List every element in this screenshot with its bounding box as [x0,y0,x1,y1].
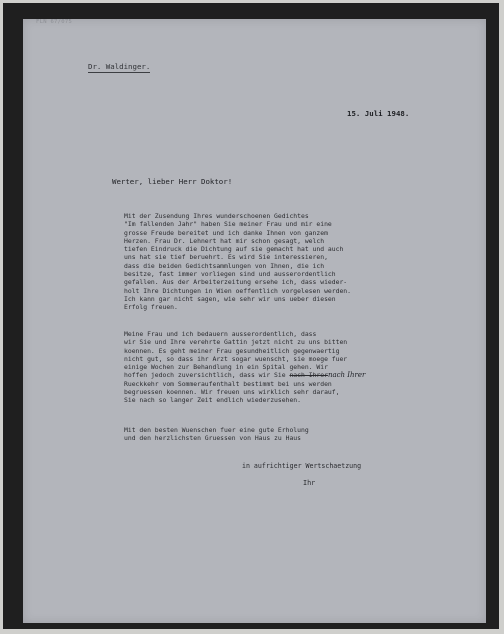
letter-page [23,19,486,623]
recipient-line: Dr. Waldinger. [88,62,151,71]
paragraph-2 [124,330,365,405]
struck-text: nach Ihrer [289,371,328,380]
closing-phrase: in aufrichtiger Wertschaetzung [242,462,362,470]
signoff: Ihr [303,479,316,487]
archive-mark: FLN 67/075 [36,19,73,25]
paragraph-1: Mit der Zusendung Ihres wunderschoenen Gedichtes "Im fallenden Jahr" haben Sie meiner Frau und mir eine grosse Freude bereitet und ich danke Ihnen von ganzem Herzen. Frau Dr. Lehnert hat mir schon gesagt, welch tiefen Eindruck die Dichtung auf sie gemacht hat und auch uns hat sie tief beruehrt. Es wird Sie interessieren, dass die beiden Gedichtsammlungen von Ihnen, die ich besitze, fast immer vorliegen sind und ausserordentlich gefallen. Aus der Arbeiterzeitung ersehe ich, dass wieder- holt Ihre Dichtungen in Wien oeffentlich vorgelesen werden. Ich kann gar nicht sagen, wie sehr wir uns ueber diesen Erfolg freuen. [124,212,352,312]
photo-frame [3,3,499,629]
handwritten-correction: nach Ihrer [327,371,366,380]
paragraph-2-text-end: Rueckkehr vom Sommeraufenthalt bestimmt bei uns werden begruessen koennen. Wir freuen uns wirklich sehr darauf, Sie nach so langer Zeit endlich wiederzusehen. [124,379,340,405]
paragraph-2-text-start: Meine Frau und ich bedauern ausserordentlich, dass wir Sie und Ihre verehrte Gattin jetzt nicht zu uns bitten koennen. Es geht meiner Frau gesundheitlich gegenwaertig nicht gut, so dass ihr Arzt sogar wuenscht, sie moege fuer einige Wochen zur Behandlung in ein Spital gehen. Wir hoffen jedoch zuversichtlich, dass wir Sie [124,330,348,380]
letter-date: 15. Juli 1948. [347,109,410,118]
salutation: Werter, lieber Herr Doktor! [112,177,233,186]
paragraph-3: Mit den besten Wuenschen fuer eine gute Erholung und den herzlichsten Gruessen von Haus zu Haus [124,426,309,443]
